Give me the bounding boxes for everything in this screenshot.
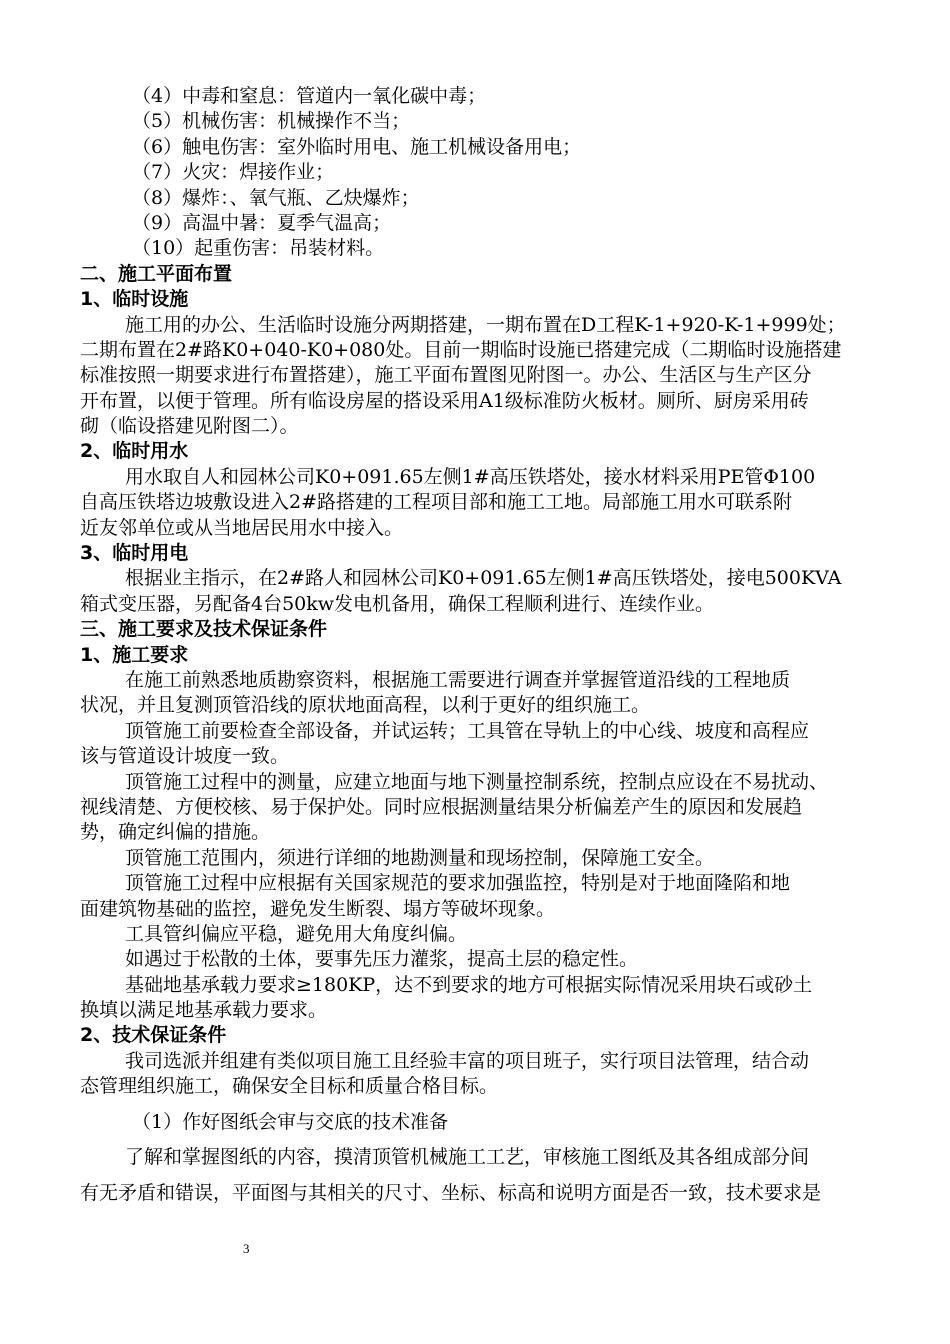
paragraph-line: 了解和掌握图纸的内容，摸清顶管机械施工工艺，审核施工图纸及其各组成部分间 — [125, 1146, 810, 1169]
hazard-item: （10）起重伤害：吊装材料。 — [132, 237, 385, 260]
paragraph-line: 基础地基承载力要求≥180KP，达不到要求的地方可根据实际情况采用块石或砂土 — [125, 973, 813, 996]
paragraph — [80, 465, 925, 541]
paragraph-line: 施工用的办公、生活临时设施分两期搭建，一期布置在D工程K-1+920-K-1+999处； — [125, 313, 846, 336]
hazard-item: （8）爆炸：、氧气瓶、乙炔爆炸； — [132, 186, 420, 209]
paragraph-line: 我司选派并组建有类似项目施工且经验丰富的项目班子，实行项目法管理，结合动 — [125, 1049, 810, 1072]
paragraph-line: 开布置，以便于管理。所有临设房屋的搭设采用A1级标准防火板材。厕所、厨房采用砖 — [80, 389, 809, 412]
paragraph-line: 工具管纠偏应平稳，避免用大角度纠偏。 — [125, 922, 468, 945]
paragraph-line: 在施工前熟悉地质勘察资料，根据施工需要进行调查并掌握管道沿线的工程地质 — [125, 668, 791, 691]
paragraph-line: 势，确定纠偏的措施。 — [80, 821, 271, 844]
paragraph-line: 有无矛盾和错误，平面图与其相关的尺寸、坐标、标高和说明方面是否一致，技术要求是 — [80, 1182, 822, 1205]
hazard-list — [80, 84, 925, 262]
hazard-item: （4）中毒和窒息：管道内一氧化碳中毒； — [132, 85, 487, 107]
paragraph-line: 用水取自人和园林公司K0+091.65左侧1#高压铁塔处，接水材料采用PE管Φ100 — [125, 465, 816, 488]
paragraph — [80, 313, 925, 440]
item-heading: （1）作好图纸会审与交底的技术准备 — [132, 1110, 449, 1133]
subsection-heading: 1、临时设施 — [80, 288, 189, 311]
subsection-heading: 2、技术保证条件 — [80, 1024, 227, 1047]
paragraph-line: 顶管施工过程中应根据有关国家规范的要求加强监控，特别是对于地面隆陷和地 — [125, 872, 791, 895]
paragraph-line: 换填以满足地基承载力要求。 — [80, 999, 328, 1022]
paragraph-line: 顶管施工过程中的测量，应建立地面与地下测量控制系统，控制点应设在不易扰动、 — [125, 770, 829, 793]
hazard-item: （6）触电伤害：室外临时用电、施工机械设备用电； — [132, 135, 582, 158]
paragraph-line: 标准按照一期要求进行布置搭建），施工平面布置图见附图一。办公、生活区与生产区分 — [80, 364, 812, 387]
hazard-item: （5）机械伤害：机械操作不当； — [132, 110, 411, 133]
paragraph — [80, 1049, 925, 1100]
subsection-heading: 1、施工要求 — [80, 643, 189, 666]
paragraph-line: 二期布置在2#路K0+040-K0+080处。目前一期临时设施已搭建完成（二期临时设施搭建 — [80, 338, 842, 361]
paragraph-line: 如遇过于松散的土体，要事先压力灌浆，提高土层的稳定性。 — [125, 948, 639, 971]
paragraph-line: 自高压铁塔边坡敷设进入2#路搭建的工程项目部和施工工地。局部施工用水可联系附 — [80, 491, 793, 514]
paragraph-line: 砌（临设搭建见附图二）。 — [80, 415, 299, 438]
section-heading: 三、施工要求及技术保证条件 — [80, 618, 328, 641]
paragraph-line: 态管理组织施工，确保安全目标和质量合格目标。 — [80, 1075, 499, 1098]
subsection-heading: 2、临时用水 — [80, 440, 189, 463]
paragraph-line: 该与管道设计坡度一致。 — [80, 745, 290, 768]
page-number: 3 — [243, 1241, 250, 1256]
paragraph-line: 面建筑物基础的监控，避免发生断裂、塌方等破坏现象。 — [80, 897, 556, 920]
hazard-item: （7）火灾：焊接作业； — [132, 161, 335, 184]
paragraph-line: 根据业主指示，在2#路人和园林公司K0+091.65左侧1#高压铁塔处，接电500KVA — [125, 567, 842, 590]
paragraph-line: 视线清楚、方便校核、易于保护处。同时应根据测量结果分析偏差产生的原因和发展趋 — [80, 795, 803, 818]
subsection-heading: 3、临时用电 — [80, 542, 189, 565]
paragraph — [80, 668, 925, 1023]
paragraph-line: 近友邻单位或从当地居民用水中接入。 — [80, 516, 404, 539]
paragraph-line: 状况，并且复测顶管沿线的原状地面高程，以利于更好的组织施工。 — [80, 694, 651, 717]
paragraph-line: 顶管施工前要检查全部设备，并试运转；工具管在导轨上的中心线、坡度和高程应 — [125, 719, 810, 742]
paragraph — [80, 1139, 925, 1211]
document-page — [80, 84, 925, 1211]
hazard-item: （9）高温中暑：夏季气温高； — [132, 211, 392, 234]
paragraph — [80, 566, 925, 617]
paragraph-line: 箱式变压器，另配备4台50kw发电机备用，确保工程顺利进行、连续作业。 — [80, 592, 715, 615]
section-heading: 二、施工平面布置 — [80, 262, 233, 285]
spacer — [80, 1100, 925, 1110]
paragraph-line: 顶管施工范围内，须进行详细的地勘测量和现场控制，保障施工安全。 — [125, 846, 715, 869]
